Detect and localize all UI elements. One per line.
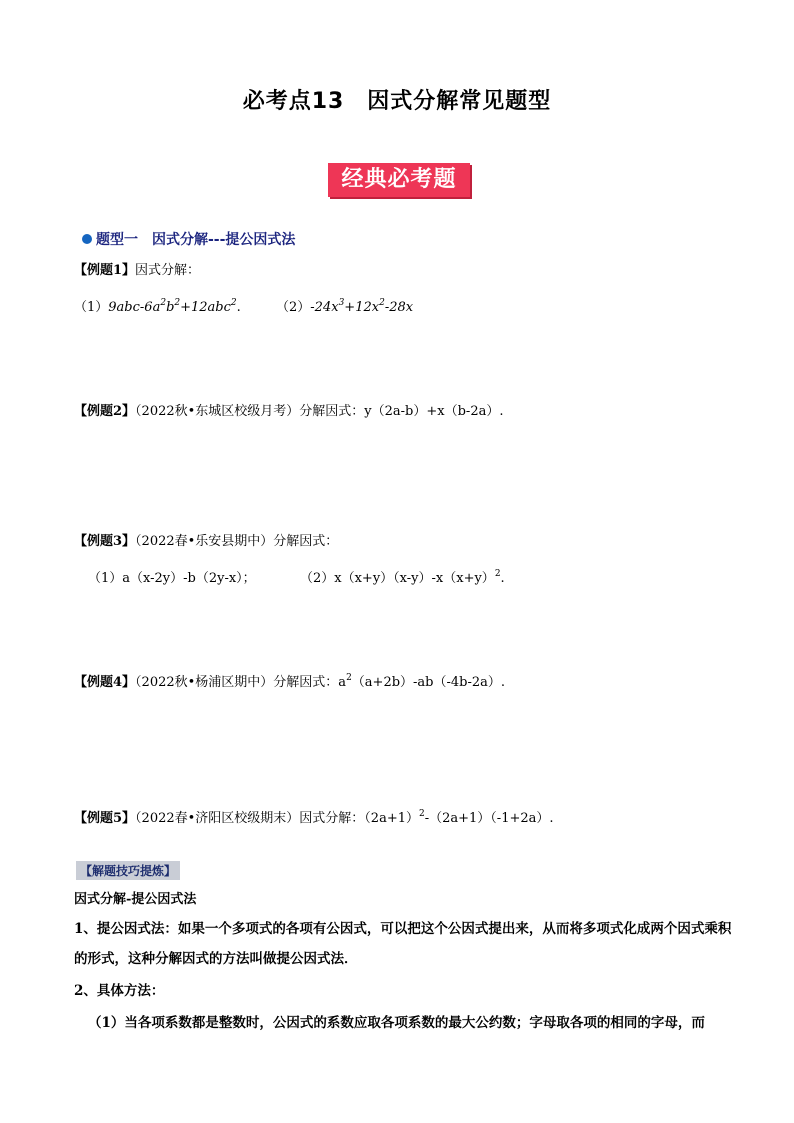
example-3-heading xyxy=(74,530,338,549)
expr-text: （2）x（x+y）（x-y）-x（x+y） xyxy=(300,571,495,586)
expr-text: +12x xyxy=(344,300,380,315)
example-1-heading xyxy=(74,259,200,278)
expr-text: +12abc xyxy=(180,300,231,315)
tips-item-1: 1、提公因式法：如果一个多项式的各项有公因式，可以把这个公因式提出来，从而将多项式化成两个因式乘积的形式，这种分解因式的方法叫做提公因式法． xyxy=(74,921,732,967)
example-3-label: 【例题3】 xyxy=(74,534,136,549)
expr-text: （2022秋•杨浦区期中）分解因式：a xyxy=(135,675,347,690)
expr-text: b xyxy=(166,300,175,315)
tips-item-2-1: （1）当各项系数都是整数时，公因式的系数应取各项系数的最大公约数；字母取各项的相同的字母，而 xyxy=(88,1015,705,1031)
part-prefix: （1） xyxy=(74,300,109,315)
example-5 xyxy=(74,807,554,826)
example-1-prompt: 因式分解： xyxy=(135,263,201,278)
expr-text: -（2a+1）（-1+2a）. xyxy=(424,811,554,826)
superscript: 2 xyxy=(346,673,352,683)
superscript: 2 xyxy=(494,569,501,579)
section-label: 题型一 xyxy=(96,232,138,248)
superscript: 3 xyxy=(338,298,345,308)
example-3-text: （2022春•乐安县期中）分解因式： xyxy=(135,534,339,549)
example-5-label: 【例题5】 xyxy=(74,811,136,826)
section-badge: 经典必考题 xyxy=(328,163,470,197)
expr-text: 9abc-6a xyxy=(108,300,161,315)
expr-text: -24x xyxy=(310,300,339,315)
example-2-text: （2022秋•东城区校级月考）分解因式：y（2a-b）+x（b-2a）. xyxy=(135,404,504,419)
example-1-label: 【例题1】 xyxy=(74,263,136,278)
example-4 xyxy=(74,671,505,690)
example-1-part-2 xyxy=(276,296,413,315)
expr-text: -28x xyxy=(384,300,414,315)
superscript: 2 xyxy=(230,298,237,308)
superscript: 2 xyxy=(379,298,385,308)
punctuation: . xyxy=(236,300,241,315)
part-prefix: （2） xyxy=(276,300,311,315)
page-title: 必考点13 因式分解常见题型 xyxy=(242,89,552,114)
tips-header: 【解题技巧提炼】 xyxy=(76,861,180,880)
section-heading xyxy=(82,229,295,249)
example-2 xyxy=(74,400,503,419)
example-2-label: 【例题2】 xyxy=(74,404,136,419)
tips-item-2: 2、具体方法： xyxy=(74,983,165,999)
expr-text: （a+2b）-ab（-4b-2a）. xyxy=(351,675,506,690)
tips-subtitle: 因式分解-提公因式法 xyxy=(74,892,197,907)
example-3-part-1: （1）a（x-2y）-b（2y-x）； xyxy=(88,571,256,586)
example-1-part-1 xyxy=(74,296,241,315)
superscript: 2 xyxy=(174,298,181,308)
section-topic: 因式分解---提公因式法 xyxy=(152,232,296,248)
superscript: 2 xyxy=(160,298,167,308)
bullet-dot-icon xyxy=(82,234,92,244)
superscript: 2 xyxy=(418,809,425,819)
example-3-part-2 xyxy=(300,567,505,586)
example-4-label: 【例题4】 xyxy=(74,675,136,690)
expr-text: （2022春•济阳区校级期末）因式分解：（2a+1） xyxy=(135,811,419,826)
punctuation: . xyxy=(500,571,505,586)
